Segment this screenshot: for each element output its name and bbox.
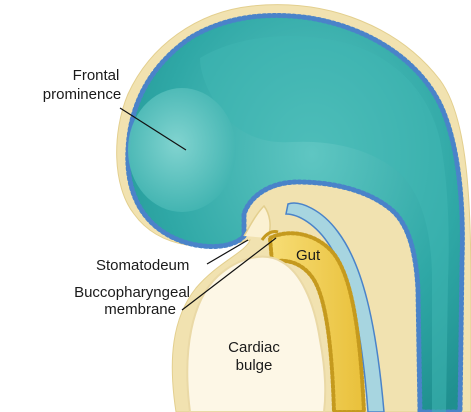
label-frontal-2: prominence: [42, 86, 122, 103]
label-cardiac-2: bulge: [235, 357, 273, 374]
label-frontal-1: Frontal: [72, 67, 120, 84]
label-stomatodeum: Stomatodeum: [96, 257, 190, 274]
label-cardiac-1: Cardiac: [228, 339, 280, 356]
label-buccopharyngeal-1: Buccopharyngeal: [74, 284, 190, 301]
label-gut: Gut: [296, 247, 321, 264]
frontal-prominence: [128, 88, 236, 212]
label-buccopharyngeal-2: membrane: [104, 301, 176, 318]
